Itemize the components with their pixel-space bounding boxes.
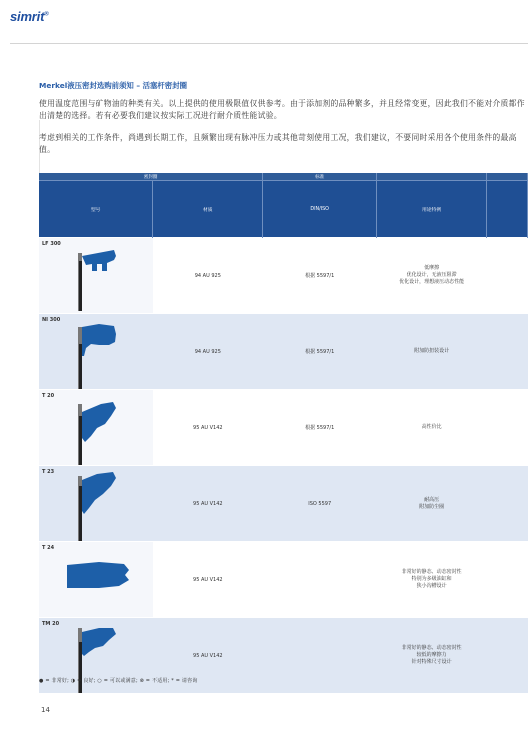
usage-line: 针对特殊尺寸设计 bbox=[411, 659, 452, 665]
usage-line: 较低的摩擦力 bbox=[416, 652, 447, 658]
material-cell: 94 AU 925 bbox=[153, 314, 263, 390]
column-header-material: 材质 bbox=[153, 181, 263, 238]
extra-cell bbox=[487, 314, 528, 390]
extra-cell bbox=[487, 466, 528, 542]
extra-cell bbox=[487, 542, 528, 618]
usage-line: 优化设计，理想液压动态性能 bbox=[399, 279, 465, 285]
usage-cell bbox=[377, 390, 487, 466]
table-group-header-row bbox=[39, 173, 528, 181]
extra-cell bbox=[487, 618, 528, 694]
model-name: NI 300 bbox=[42, 317, 61, 323]
t23-seal-profile-icon bbox=[39, 466, 153, 541]
table-row bbox=[39, 238, 528, 314]
model-cell bbox=[39, 238, 153, 314]
model-name: TM 20 bbox=[42, 621, 60, 627]
model-cell bbox=[39, 466, 153, 542]
standard-cell: ISO 5597 bbox=[263, 466, 377, 542]
material-cell: 95 AU V142 bbox=[153, 390, 263, 466]
extra-cell bbox=[487, 390, 528, 466]
standard-cell: 根据 5597/1 bbox=[263, 314, 377, 390]
section-title: Merkel液压密封选购前须知 – 活塞杆密封圈 bbox=[39, 81, 187, 90]
model-cell bbox=[39, 542, 153, 618]
seal-spec-table bbox=[39, 173, 528, 693]
standard-cell: 根据 5597/1 bbox=[263, 238, 377, 314]
extra-cell bbox=[487, 238, 528, 314]
ni300-seal-profile-icon bbox=[39, 314, 153, 389]
column-header-model: 型号 bbox=[39, 181, 153, 238]
usage-line: 附加防尘圈 bbox=[419, 503, 445, 510]
group-header-standard: 标准 bbox=[263, 173, 377, 181]
usage-line: 耐高压 bbox=[424, 496, 440, 503]
table-row bbox=[39, 542, 528, 618]
usage-line: 狭小沟槽设计 bbox=[416, 583, 447, 589]
model-cell bbox=[39, 314, 153, 390]
usage-line: 低摩擦 bbox=[424, 265, 440, 271]
standard-cell bbox=[263, 542, 377, 618]
usage-cell bbox=[377, 238, 487, 314]
standard-cell: 根据 5597/1 bbox=[263, 390, 377, 466]
group-header-seal: 密封圈 bbox=[39, 173, 263, 181]
usage-line: 非常好的静态、动态密封性 bbox=[401, 569, 462, 575]
group-header-blank bbox=[377, 173, 487, 181]
column-header-standard: DIN/ISO bbox=[263, 181, 377, 238]
table-row bbox=[39, 390, 528, 466]
t20-seal-profile-icon bbox=[39, 390, 153, 465]
model-name: T 23 bbox=[42, 469, 55, 475]
material-cell: 95 AU V142 bbox=[153, 618, 263, 694]
lf300-seal-profile-icon bbox=[39, 238, 153, 313]
usage-cell bbox=[377, 542, 487, 618]
model-name: T 24 bbox=[42, 545, 55, 551]
column-header-extra bbox=[487, 181, 528, 238]
intro-paragraph-1: 使用温度范围与矿物油的种类有关。以上提供的使用极限值仅供参考。由于添加剂的品种繁多，并且经常变更，因此我们不能对介质都作出清楚的选择。若有必要我们建议按实际工况进行耐介质性能试验。 bbox=[39, 99, 525, 120]
intro-paragraph-2: 考虑到相关的工作条件，尚遇到长期工作，且频繁出现有脉冲压力或其他苛刻使用工况，我们建议，不要同时采用各个使用条件的最高值。 bbox=[39, 133, 517, 154]
legend-footnote: ● = 非常好; ◑ = 良好; ○ = 可以或满意; ⊗ = 不适用; * = 请咨询 bbox=[39, 678, 198, 684]
usage-line: 附加防扭装设计 bbox=[414, 348, 450, 354]
column-header-usage: 用途特例 bbox=[377, 181, 487, 238]
usage-cell bbox=[377, 466, 487, 542]
page-number: 14 bbox=[41, 706, 50, 714]
standard-cell bbox=[263, 618, 377, 694]
usage-line: 特别为多级油缸和 bbox=[411, 576, 452, 582]
table-row bbox=[39, 466, 528, 542]
usage-line: 高性价比 bbox=[421, 424, 442, 430]
t24-seal-profile-icon bbox=[39, 542, 153, 617]
usage-cell bbox=[377, 618, 487, 694]
material-cell: 95 AU V142 bbox=[153, 466, 263, 542]
brand-logo: simrit® bbox=[10, 9, 49, 24]
header-rule bbox=[10, 43, 528, 44]
material-cell: 94 AU 925 bbox=[153, 238, 263, 314]
table-row bbox=[39, 314, 528, 390]
usage-line: 非常好的静态、动态密封性 bbox=[401, 645, 462, 651]
usage-line: 优化设计，无液压阻滞 bbox=[406, 272, 457, 278]
model-cell bbox=[39, 390, 153, 466]
material-cell: 95 AU V142 bbox=[153, 542, 263, 618]
usage-cell bbox=[377, 314, 487, 390]
model-name: T 20 bbox=[42, 393, 55, 399]
group-header-extra bbox=[487, 173, 528, 181]
model-name: LF 300 bbox=[42, 241, 61, 247]
table-column-header-row bbox=[39, 181, 528, 238]
